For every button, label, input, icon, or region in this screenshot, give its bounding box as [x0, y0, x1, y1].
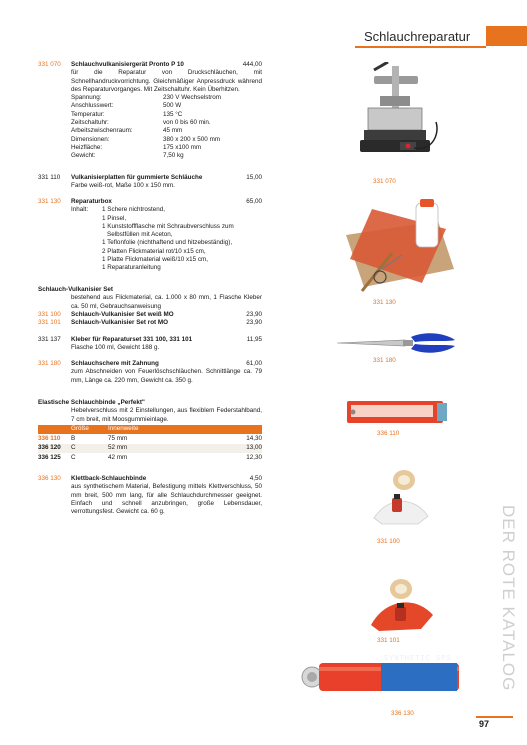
spec-label: Temperatur:: [71, 110, 105, 118]
spec-label: Zeitschaltuhr:: [71, 119, 109, 127]
product-name: Schlauchschere mit Zahnung: [71, 360, 159, 367]
product-entry-pronto: [38, 61, 262, 161]
size-table: [38, 425, 262, 463]
section-title: Elastische Schlauchbinde „Perfekt": [38, 399, 145, 406]
header-rule: [355, 46, 486, 48]
product-price: 65,00: [246, 198, 262, 205]
spec-label: Heizfläche:: [71, 143, 103, 151]
spec-value: 7,50 kg: [163, 152, 184, 160]
size-cell: C: [71, 444, 76, 452]
spec-value: 380 x 200 x 500 mm: [163, 135, 221, 143]
product-price: 23,90: [246, 319, 262, 327]
width-cell: 75 mm: [108, 434, 128, 442]
product-name: Kleber für Reparaturset 331 100, 331 101: [71, 336, 193, 343]
product-price: 4,50: [249, 475, 262, 482]
product-entry-box: [38, 198, 262, 273]
page-number: 97: [479, 719, 490, 729]
product-entry-kleber: [38, 336, 262, 353]
product-name: Schlauch-Vulkanisier Set weiß MO: [71, 310, 174, 318]
width-cell: 52 mm: [108, 444, 128, 452]
kit-item: 1 Reparaturanleitung: [102, 264, 161, 272]
spec-label: Dimensionen:: [71, 135, 110, 143]
vulcanizer-machine-image: [340, 62, 452, 174]
kit-label: Inhalt:: [71, 206, 89, 214]
product-description: bestehend aus Flickmaterial, ca. 1.000 x 80 mm, 1 Flasche Kleber ca. 50 ml, Gebrauchsanweisung: [71, 294, 262, 310]
product-name: Schlauch-Vulkanisier Set rot MO: [71, 319, 169, 327]
spec-value: 500 W: [163, 102, 182, 110]
product-description: Farbe weiß-rot, Maße 100 x 150 mm.: [71, 182, 175, 190]
article-number: 336 120: [38, 444, 61, 452]
article-number: 331 070: [38, 61, 61, 68]
table-row: [38, 444, 262, 453]
image-caption: 331 100: [377, 538, 400, 545]
image-caption: 336 110: [377, 430, 400, 437]
price-cell: 14,30: [246, 434, 262, 442]
vulcanizing-set-red-image: [367, 571, 437, 633]
spec-label: Arbeitszwischenraum:: [71, 127, 133, 135]
image-caption: 331 070: [373, 178, 396, 185]
spec-value: 230 V Wechselstrom: [163, 94, 221, 102]
kit-item: 1 Kunststoffflasche mit Schraubverschluss zum Selbstfüllen mit Aceton,: [102, 222, 234, 239]
product-price: 61,00: [246, 360, 262, 367]
product-name: Reparaturbox: [71, 198, 112, 205]
spec-label: Gewicht:: [71, 152, 96, 160]
product-name: Vulkanisierplatten für gummierte Schläuche: [71, 174, 203, 181]
page-title: Schlauchreparatur: [364, 29, 471, 44]
product-entry-vulk-set: [38, 286, 262, 327]
product-description: für die Reparatur von Druckschläuchen, mit Schnellhandruckvorrichtung. Gleichmäßiger Anpressdruck während des Reparaturvorganges. Mit Zeitschaltuhr. Kein Überhitzen.: [71, 69, 262, 93]
spec-value: 45 mm: [163, 127, 183, 135]
table-row: [38, 434, 262, 443]
section-title: Schlauch-Vulkanisier Set: [38, 286, 114, 293]
product-price: 23,90: [246, 310, 262, 318]
spec-table: [71, 94, 262, 160]
image-caption: 336 130: [391, 710, 414, 717]
hose-scissors-image: [335, 332, 461, 354]
product-description: Flasche 100 ml, Gewicht 188 g.: [71, 344, 160, 352]
product-description: aus synthetischem Material, Befestigung mittels Klettverschluss, 50 mm breit, 500 mm lang, für alle Schlauchdurchmesser geeignet. Einfach und schnell anzubringen, große Lebensdauer, verrottungsfest. Gewicht ca. 60 g.: [71, 483, 262, 516]
kit-item: 1 Pinsel,: [102, 214, 127, 222]
article-number: 331 101: [38, 319, 61, 327]
article-number: 331 110: [38, 174, 61, 181]
product-price: 11,95: [246, 336, 262, 343]
width-cell: 42 mm: [108, 453, 128, 461]
size-cell: C: [71, 453, 76, 461]
article-number: 331 100: [38, 310, 61, 318]
image-caption: 331 130: [373, 299, 396, 306]
spec-value: 175 x100 mm: [163, 143, 202, 151]
article-number: 331 180: [38, 360, 61, 367]
article-number: 336 125: [38, 453, 61, 461]
size-table-header: [38, 425, 262, 434]
article-number: 336 110: [38, 434, 61, 442]
article-number: 331 130: [38, 198, 61, 205]
spec-value: 135 °C: [163, 110, 183, 118]
image-caption: 331 101: [377, 637, 400, 644]
kit-item: 2 Platten Flickmaterial rot/10 x15 cm,: [102, 247, 206, 255]
side-catalog-title: DER ROTE KATALOG: [499, 505, 518, 692]
product-price: 444,00: [242, 61, 262, 68]
spec-value: von 0 bis 60 min.: [163, 119, 211, 127]
header-accent-block: [486, 26, 527, 46]
product-description: zum Abschneiden von Feuerlöschschläuchen. Schnittlänge ca. 79 mm, Länge ca. 220 mm, Gewicht ca. 350 g.: [71, 368, 262, 384]
product-description: Hebelverschluss mit 2 Einstellungen, aus flexiblem Federstahlband, 7 cm breit, mit Moosgummieinlage.: [71, 407, 262, 423]
hose-print-label: SYNTHETIC SPS: [384, 655, 452, 663]
table-row: [38, 453, 262, 462]
kit-item: 1 Teflonfolie (nichthaftend und hitzebeständig),: [102, 239, 233, 247]
product-entry-platten: [38, 174, 262, 191]
kit-contents: [71, 206, 262, 272]
hose-band-perfekt-image: [341, 397, 453, 427]
product-name: Klettback-Schlauchbinde: [71, 475, 147, 482]
product-entry-klett: [38, 475, 262, 516]
kit-item: 1 Schere nichtrostend,: [102, 206, 166, 214]
spec-label: Anschlusswert:: [71, 102, 114, 110]
product-name: Schlauchvulkanisiergerät Pronto P 10: [71, 61, 184, 68]
page-number-rule: [476, 716, 513, 718]
image-caption: 331 180: [373, 357, 396, 364]
column-header-width: Innenweite: [108, 425, 139, 433]
column-header-size: Größe: [71, 425, 89, 433]
article-number: 331 137: [38, 336, 61, 343]
product-price: 15,00: [246, 174, 262, 181]
price-cell: 12,30: [246, 453, 262, 461]
spec-label: Spannung:: [71, 94, 102, 102]
size-cell: B: [71, 434, 76, 442]
kit-item: 1 Platte Flickmaterial weiß/10 x15 cm,: [102, 256, 209, 264]
vulcanizing-set-white-image: [368, 458, 434, 528]
price-cell: 13,00: [246, 444, 262, 452]
article-number: 336 130: [38, 475, 61, 482]
product-entry-schere: [38, 360, 262, 385]
product-entry-binde: [38, 399, 262, 463]
repair-box-image: [342, 199, 464, 295]
